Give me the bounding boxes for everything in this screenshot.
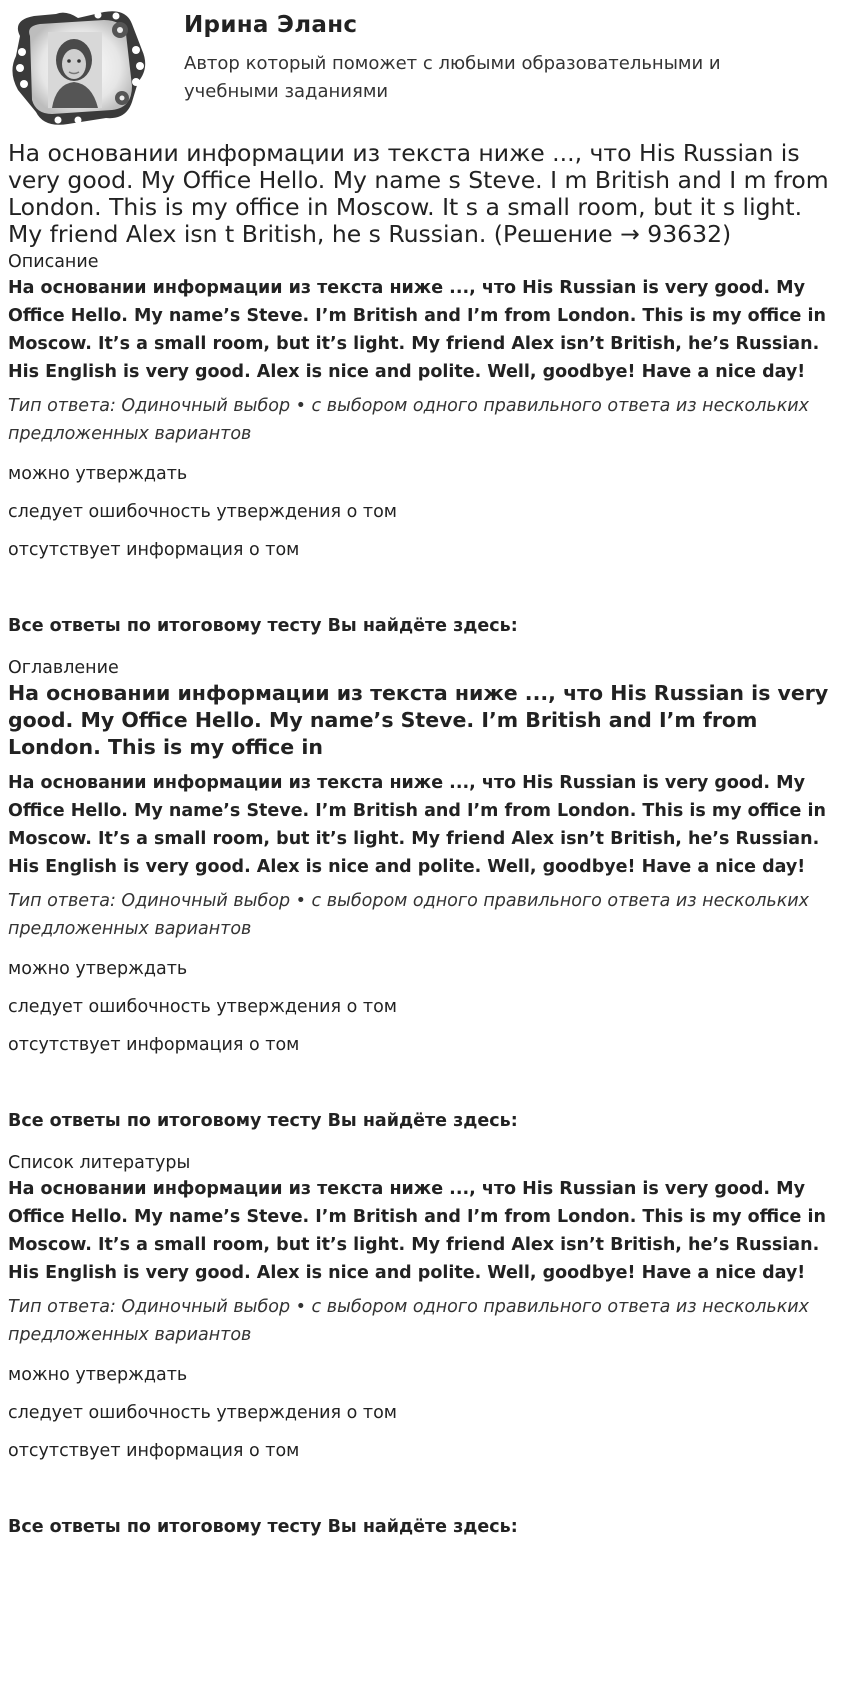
page <box>8 0 838 1539</box>
author-card <box>8 0 838 140</box>
section-bibliography <box>8 1151 838 1539</box>
question-text: На основании информации из текста ниже ..., что His Russian is very good. My Office Hello. My name’s Steve. I’m British and I’m from London. This is my office in Moscow. It’s a small room, but it’s light. My friend Alex isn’t British, he’s Russian. His English is very good. Alex is nice and polite. Well, goodbye! Have a nice day! <box>8 773 826 877</box>
answer-option-1: можно утверждать <box>8 959 188 979</box>
section-label-bibliography: Список литературы <box>8 1153 191 1173</box>
question-text: На основании информации из текста ниже ..., что His Russian is very good. My Office Hello. My name’s Steve. I’m British and I’m from London. This is my office in Moscow. It’s a small room, but it’s light. My friend Alex isn’t British, he’s Russian. His English is very good. Alex is nice and polite. Well, goodbye! Have a nice day! <box>8 278 826 382</box>
section-label-description: Описание <box>8 252 99 272</box>
answer-type: Тип ответа: Одиночный выбор • с выбором одного правильного ответа из нескольких предложенных вариантов <box>8 891 810 939</box>
answer-option-2: следует ошибочность утверждения о том <box>8 1403 397 1423</box>
author-avatar[interactable] <box>8 6 150 128</box>
toc-heading: На основании информации из текста ниже ..., что His Russian is very good. My Office Hello. My name’s Steve. I’m British and I’m from London. This is my office in <box>8 681 829 759</box>
answer-option-3: отсутствует информация о том <box>8 1441 300 1461</box>
section-label-toc: Оглавление <box>8 658 119 678</box>
author-name[interactable]: Ирина Эланс <box>184 12 358 38</box>
author-description: Автор который поможет с любыми образовательными и учебными заданиями <box>184 53 721 102</box>
answer-option-3: отсутствует информация о том <box>8 540 300 560</box>
question-text: На основании информации из текста ниже ..., что His Russian is very good. My Office Hello. My name’s Steve. I’m British and I’m from London. This is my office in Moscow. It’s a small room, but it’s light. My friend Alex isn’t British, he’s Russian. His English is very good. Alex is nice and polite. Well, goodbye! Have a nice day! <box>8 1179 826 1283</box>
all-answers-link[interactable]: Все ответы по итоговому тесту Вы найдёте здесь: <box>8 1517 518 1537</box>
section-toc <box>8 656 838 1133</box>
answer-option-2: следует ошибочность утверждения о том <box>8 502 397 522</box>
page-title: На основании информации из текста ниже ..., что His Russian is very good. My Office Hello. My name s Steve. I m British and I m from London. This is my office in Moscow. It s a small room, but it s light. My friend Alex isn t British, he s Russian. (Решение → 93632) <box>8 139 829 248</box>
answer-option-2: следует ошибочность утверждения о том <box>8 997 397 1017</box>
answer-option-1: можно утверждать <box>8 1365 188 1385</box>
all-answers-link[interactable]: Все ответы по итоговому тесту Вы найдёте здесь: <box>8 616 518 636</box>
section-description <box>8 250 838 638</box>
answer-type: Тип ответа: Одиночный выбор • с выбором одного правильного ответа из нескольких предложенных вариантов <box>8 396 810 444</box>
answer-type: Тип ответа: Одиночный выбор • с выбором одного правильного ответа из нескольких предложенных вариантов <box>8 1297 810 1345</box>
all-answers-link[interactable]: Все ответы по итоговому тесту Вы найдёте здесь: <box>8 1111 518 1131</box>
answer-option-3: отсутствует информация о том <box>8 1035 300 1055</box>
answer-option-1: можно утверждать <box>8 464 188 484</box>
